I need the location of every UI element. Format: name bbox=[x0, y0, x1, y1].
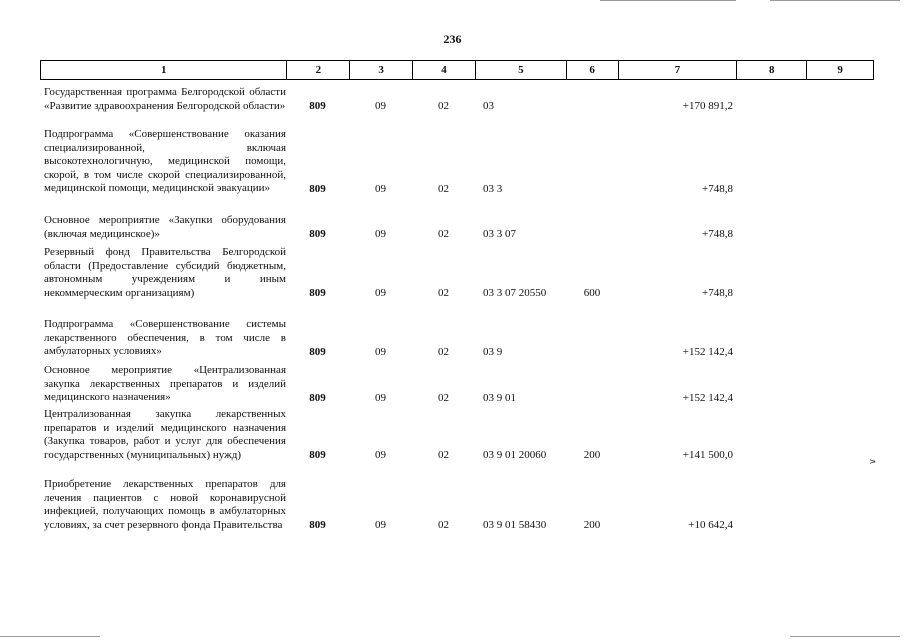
row-target-article: 03 3 07 20550 bbox=[483, 287, 547, 299]
page-number: 236 bbox=[443, 32, 462, 46]
header-col-5: 5 bbox=[475, 61, 566, 79]
row-section-code: 09 bbox=[375, 391, 386, 404]
scan-edge-top-right bbox=[600, 0, 736, 1]
header-col-7: 7 bbox=[618, 61, 737, 79]
row-section-code: 09 bbox=[375, 182, 386, 195]
row-subsection-code: 02 bbox=[438, 182, 449, 195]
row-description: Централизованная закупка лекарственных препаратов и изделий медицинского назначения (Закупка товаров, работ и услуг для обеспечения государственных (муниципальных) нужд) bbox=[44, 408, 286, 461]
table-header bbox=[40, 60, 874, 80]
row-section-code: 09 bbox=[375, 345, 386, 358]
row-amount: +152 142,4 bbox=[682, 391, 733, 404]
header-col-1: 1 bbox=[160, 64, 167, 76]
row-subsection-code: 02 bbox=[438, 100, 449, 112]
header-col-2: 2 bbox=[286, 61, 349, 79]
row-expense-type: 600 bbox=[583, 287, 601, 299]
row-target-article: 03 3 07 bbox=[483, 228, 516, 240]
row-description: Подпрограмма «Совершенствование системы лекарственного обеспечения, в том числе в амбулаторных условиях» bbox=[44, 318, 286, 357]
row-section-code: 09 bbox=[375, 100, 386, 112]
row-subsection-code: 02 bbox=[438, 449, 449, 461]
row-ministry-code: 809 bbox=[309, 100, 326, 112]
row-section-code: 09 bbox=[375, 287, 386, 299]
row-amount: +748,8 bbox=[702, 228, 733, 240]
row-ministry-code: 809 bbox=[309, 345, 326, 358]
scan-edge-top-right-2 bbox=[770, 0, 900, 1]
header-col-9: 9 bbox=[806, 61, 873, 79]
row-ministry-code: 809 bbox=[309, 519, 326, 531]
row-amount: +748,8 bbox=[702, 182, 733, 195]
row-amount: +10 642,4 bbox=[688, 519, 733, 531]
row-ministry-code: 809 bbox=[309, 228, 326, 240]
row-description: Государственная программа Белгородской области «Развитие здравоохранения Белгородской области» bbox=[44, 86, 286, 112]
row-section-code: 09 bbox=[375, 519, 386, 531]
row-target-article: 03 9 01 20060 bbox=[483, 449, 547, 461]
row-ministry-code: 809 bbox=[309, 287, 326, 299]
row-description: Подпрограмма «Совершенствование оказания специализированной, включая высокотехнологичную, медицинской помощи, скорой, в том числе скорой специализированной, медицинской помощи, медицинской эвакуации» bbox=[44, 128, 286, 194]
table-row bbox=[40, 246, 874, 300]
row-description: Приобретение лекарственных препаратов для лечения пациентов с новой коронавирусной инфекцией, получающих помощь в амбулаторных условиях, за счет резервного фонда Правительства bbox=[44, 478, 286, 531]
row-amount: +141 500,0 bbox=[682, 449, 733, 461]
row-amount: +748,8 bbox=[702, 287, 733, 299]
row-amount: +170 891,2 bbox=[682, 100, 733, 112]
scan-edge-bottom-left bbox=[0, 636, 100, 637]
header-col-6: 6 bbox=[566, 61, 618, 79]
table-row bbox=[40, 364, 874, 405]
row-subsection-code: 02 bbox=[438, 345, 449, 358]
table-row bbox=[40, 214, 874, 241]
header-col-8: 8 bbox=[736, 61, 806, 79]
row-target-article: 03 bbox=[483, 100, 494, 112]
row-subsection-code: 02 bbox=[438, 287, 449, 299]
table-row bbox=[40, 408, 874, 462]
header-col-4: 4 bbox=[412, 61, 475, 79]
row-description: Основное мероприятие «Централизованная закупка лекарственных препаратов и изделий медицинского назначения» bbox=[44, 364, 286, 403]
row-expense-type: 200 bbox=[583, 449, 601, 461]
scan-edge-bottom-right bbox=[790, 636, 900, 637]
row-target-article: 03 9 01 bbox=[483, 391, 516, 404]
row-target-article: 03 3 bbox=[483, 182, 503, 195]
row-subsection-code: 02 bbox=[438, 228, 449, 240]
table-row bbox=[40, 86, 874, 113]
row-amount: +152 142,4 bbox=[682, 345, 733, 358]
row-ministry-code: 809 bbox=[309, 391, 326, 404]
margin-mark: ∧ bbox=[867, 458, 878, 465]
row-subsection-code: 02 bbox=[438, 519, 449, 531]
row-target-article: 03 9 bbox=[483, 345, 503, 358]
row-section-code: 09 bbox=[375, 228, 386, 240]
table-row bbox=[40, 128, 874, 196]
row-ministry-code: 809 bbox=[309, 449, 326, 461]
row-section-code: 09 bbox=[375, 449, 386, 461]
header-col-3: 3 bbox=[349, 61, 412, 79]
row-target-article: 03 9 01 58430 bbox=[483, 519, 547, 531]
row-description: Основное мероприятие «Закупки оборудования (включая медицинское)» bbox=[44, 214, 286, 240]
row-subsection-code: 02 bbox=[438, 391, 449, 404]
table-row bbox=[40, 318, 874, 359]
row-expense-type: 200 bbox=[583, 519, 601, 531]
row-ministry-code: 809 bbox=[309, 182, 326, 195]
row-description: Резервный фонд Правительства Белгородской области (Предоставление субсидий бюджетным, автономным учреждениям и иным некоммерческим организациям) bbox=[44, 246, 286, 299]
table-row bbox=[40, 478, 874, 532]
